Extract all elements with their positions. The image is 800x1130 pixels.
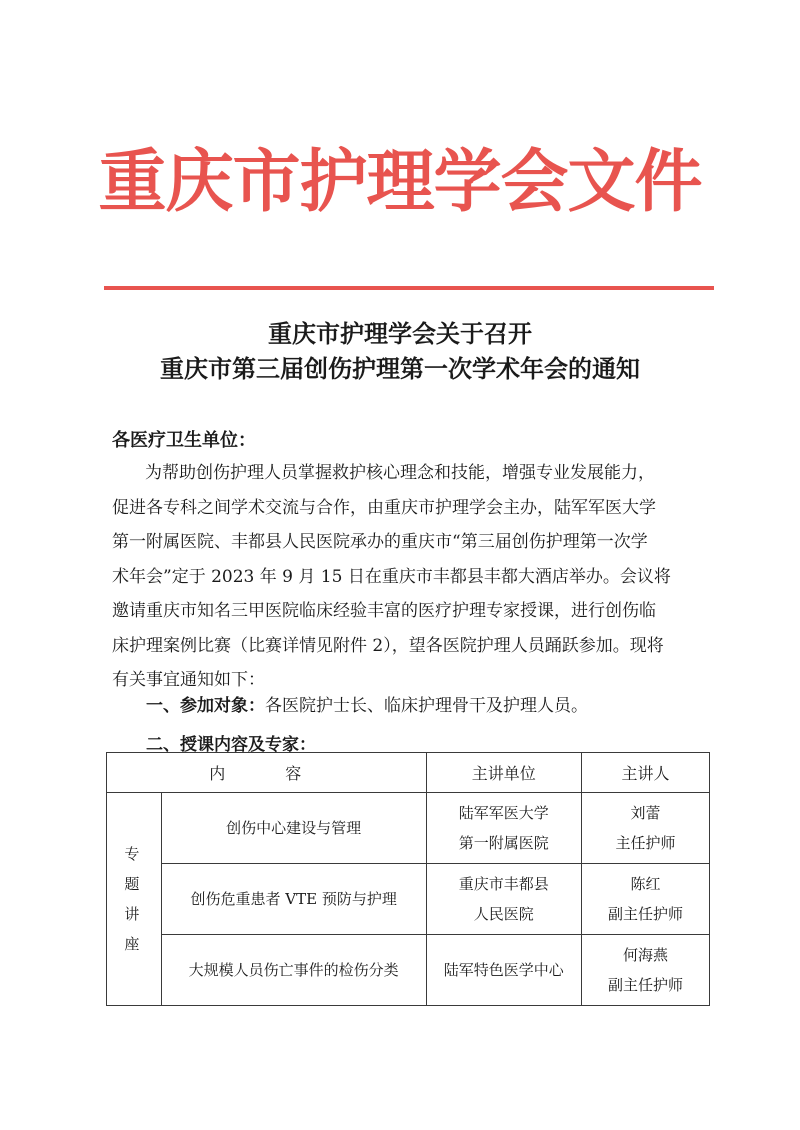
salutation: 各医疗卫生单位：	[112, 430, 256, 451]
category-line: 专 题	[124, 845, 163, 893]
table-row	[107, 935, 710, 1006]
lecture-unit: 重庆市丰都县 人民医院	[426, 864, 582, 935]
participants-item	[146, 692, 588, 720]
document-header-title: 重庆市护理学会文件	[98, 143, 702, 222]
lecture-speaker: 陈红 副主任护师	[582, 864, 710, 935]
body-line: 术年会”定于 2023 年 9 月 15 日在重庆市丰都县丰都大酒店举办。会议将	[112, 566, 671, 587]
lecture-unit: 陆军特色医学中心	[426, 935, 582, 1006]
participants-text: 各医院护士长、临床护理骨干及护理人员。	[265, 696, 588, 716]
lectures-heading: 二、授课内容及专家：	[146, 735, 316, 755]
participants-label: 一、参加对象：	[146, 696, 265, 716]
lecture-topic: 创伤危重患者 VTE 预防与护理	[161, 864, 426, 935]
lecture-speaker: 刘蕾 主任护师	[582, 793, 710, 864]
lecture-topic: 创伤中心建设与管理	[161, 793, 426, 864]
table-row	[107, 793, 710, 864]
table-row	[107, 864, 710, 935]
body-line: 邀请重庆市知名三甲医院临床经验丰富的医疗护理专家授课，进行创伤临	[112, 601, 656, 621]
body-paragraph	[112, 456, 712, 698]
category-line: 讲 座	[124, 905, 163, 953]
body-line: 有关事宜通知如下：	[112, 670, 265, 690]
lecture-unit: 陆军军医大学 第一附属医院	[426, 793, 582, 864]
body-line: 第一附属医院、丰都县人民医院承办的重庆市“第三届创伤护理第一次学	[112, 532, 648, 552]
body-line: 为帮助创伤护理人员掌握救护核心理念和技能，增强专业发展能力，	[145, 463, 655, 483]
header-speaker: 主讲人	[582, 753, 710, 793]
notice-title-line-1: 重庆市护理学会关于召开	[268, 319, 532, 348]
lecture-table	[106, 752, 710, 1006]
table-header-row	[107, 753, 710, 793]
notice-title-line-2: 重庆市第三届创伤护理第一次学术年会的通知	[160, 354, 640, 383]
header-unit: 主讲单位	[426, 753, 582, 793]
category-cell	[107, 793, 162, 1006]
lecture-speaker: 何海燕 副主任护师	[582, 935, 710, 1006]
header-divider	[104, 286, 714, 290]
body-line: 促进各专科之间学术交流与合作，由重庆市护理学会主办，陆军军医大学	[112, 497, 656, 518]
lecture-topic: 大规模人员伤亡事件的检伤分类	[161, 935, 426, 1006]
header-content: 内 容	[107, 753, 427, 793]
body-line: 床护理案例比赛（比赛详情见附件 2），望各医院护理人员踊跃参加。现将	[112, 635, 664, 656]
